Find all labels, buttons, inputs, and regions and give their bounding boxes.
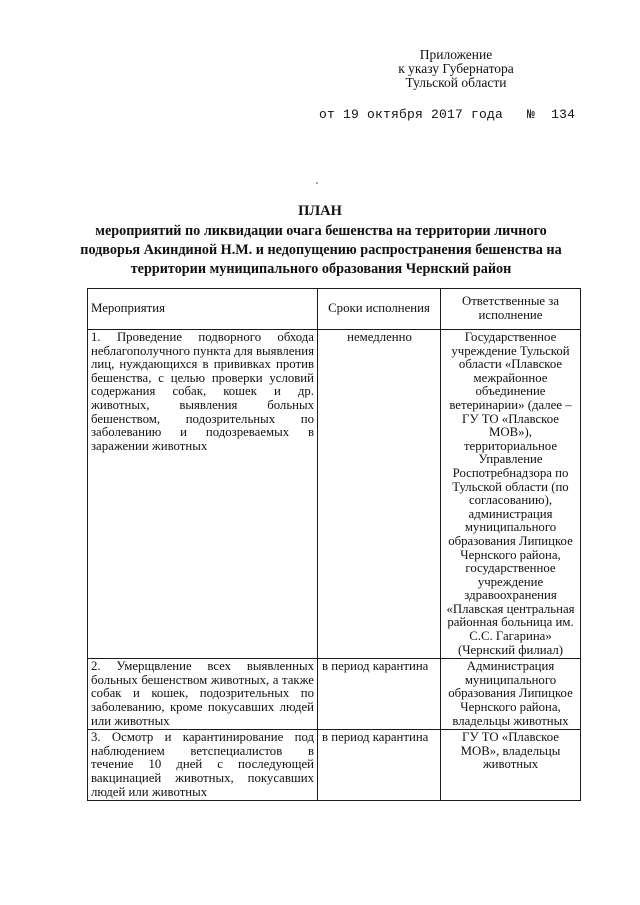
plan-subtitle: мероприятий по ликвидации очага бешенства на территории личного подворья Акиндиной Н.М. и недопущению распространения бешенства на территории муниципального образования Чернский район bbox=[80, 223, 562, 277]
decree-number-sign: № bbox=[527, 107, 536, 122]
deadline-cell: в период карантина bbox=[318, 730, 441, 801]
measure-cell: 1. Проведение подворного обхода неблагополучного пункта для выявления лиц, нуждающихся в прививках против бешенства, с целью проверки условий содержания собак, кошек и др. животных, выявления больных бешенством, подозрительных по заболеванию и подозреваемых в заражении животных bbox=[88, 330, 318, 659]
responsible-cell: Государственное учреждение Тульской области «Плавское межрайонное объединение ветеринарии» (далее – ГУ ТО «Плавское МОВ»), территориальное Управление Роспотребнадзора по Тульской области (по согласованию), администрация муниципального образования Липицкое Чернского района, государственное учреждение здравоохранения «Плавская центральная районная больница им. С.С. Гагарина» (Чернский филиал) bbox=[441, 330, 581, 659]
measure-cell: 2. Умерщвление всех выявленных больных бешенством животных, а также собак и кошек, подозрительных по заболеванию, кроме покусавших людей или животных bbox=[88, 659, 318, 730]
measure-cell: 3. Осмотр и карантинирование под наблюдением ветспециалистов в течение 10 дней с последующей вакцинацией животных, покусавших людей или животных bbox=[88, 730, 318, 801]
deadline-cell: немедленно bbox=[318, 330, 441, 659]
attachment-line: Тульской области bbox=[405, 75, 507, 90]
responsible-cell: Администрация муниципального образования Липицкое Чернского района, владельцы животных bbox=[441, 659, 581, 730]
table-row bbox=[88, 659, 581, 730]
decree-date: от 19 октября 2017 года bbox=[319, 107, 504, 122]
table-header-row bbox=[88, 289, 581, 330]
attachment-header bbox=[372, 48, 540, 90]
decree-number: 134 bbox=[551, 107, 576, 122]
plan-title: ПЛАН bbox=[298, 203, 342, 219]
column-header-responsible: Ответственные за исполнение bbox=[441, 289, 581, 330]
column-header-deadline: Сроки исполнения bbox=[318, 289, 441, 330]
attachment-line: к указу Губернатора bbox=[398, 61, 514, 76]
deadline-cell: в период карантина bbox=[318, 659, 441, 730]
attachment-line: Приложение bbox=[419, 47, 493, 62]
responsible-cell: ГУ ТО «Плавское МОВ», владельцы животных bbox=[441, 730, 581, 801]
table-row bbox=[88, 730, 581, 801]
column-header-measures: Мероприятия bbox=[88, 289, 318, 330]
decree-line bbox=[319, 107, 579, 122]
table-row bbox=[88, 330, 581, 659]
measures-table bbox=[87, 288, 581, 801]
scan-speck bbox=[316, 182, 318, 184]
